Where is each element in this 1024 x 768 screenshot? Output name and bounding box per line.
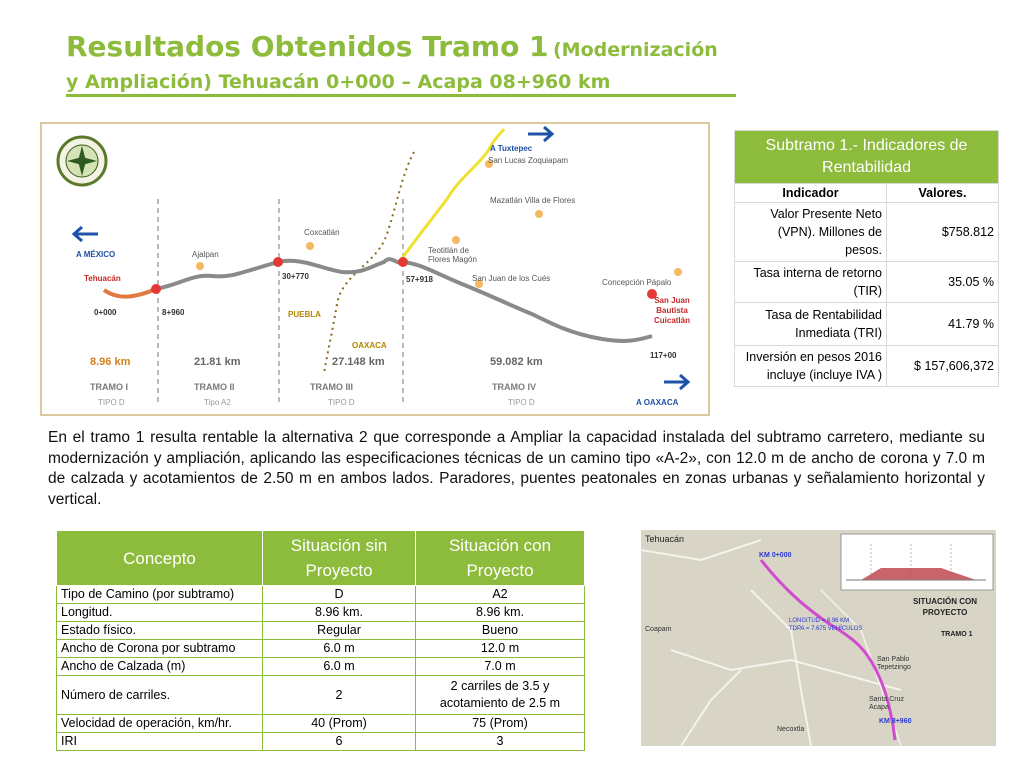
- route-map-drawing: [42, 124, 708, 414]
- photo-coapam: Coapam: [645, 626, 672, 633]
- town-san-lucas: San Lucas Zoquiapam: [488, 156, 569, 165]
- arrow-right-icon: [664, 375, 688, 389]
- station-label: 0+000: [94, 308, 117, 317]
- table-row: Tasa de Rentabilidad Inmediata (TRI) 41.79 %: [735, 303, 999, 346]
- segment-length: 8.96 km: [90, 356, 131, 368]
- photo-tramo: TRAMO 1: [941, 631, 973, 638]
- town-tehuacan: Tehuacán: [84, 274, 121, 283]
- station-label: 57+918: [406, 275, 433, 284]
- segment-type: TIPO D: [98, 398, 125, 407]
- photo-santa-cruz: Santa Cruz Acapa: [869, 696, 905, 711]
- photo-km-end: KM 8+960: [879, 718, 912, 725]
- to-mexico-label: A MÉXICO: [76, 250, 116, 259]
- photo-san-pablo: San Pablo Tepetzingo: [877, 656, 911, 671]
- station-label: 8+960: [162, 308, 185, 317]
- segment-length: 27.148 km: [332, 356, 385, 368]
- satellite-map-drawing: [641, 530, 996, 746]
- compass-icon: [58, 137, 106, 185]
- town-teotitlan: Teotitlán de Flores Magón: [428, 246, 477, 264]
- segment-name: TRAMO III: [310, 382, 353, 392]
- segment-type: TIPO D: [508, 398, 535, 407]
- rentabilidad-table: [734, 130, 999, 387]
- table-row: Ancho de Calzada (m) 6.0 m 7.0 m: [57, 658, 585, 676]
- photo-situacion: SITUACIÓN CON PROYECTO: [913, 597, 977, 617]
- photo-necoxtla: Necoxtla: [777, 726, 805, 733]
- table-row: Ancho de Corona por subtramo 6.0 m 12.0 m: [57, 640, 585, 658]
- segment-length: 59.082 km: [490, 356, 543, 368]
- table-row: Valor Presente Neto (VPN). Millones de pesos. $758.812: [735, 203, 999, 262]
- column-header: Concepto: [57, 531, 263, 586]
- town-ajalpan: Ajalpan: [192, 250, 219, 259]
- photo-longitud: LONGITUD = 8.96 KM: [789, 618, 850, 624]
- town-concepcion: Concepción Pápalo: [602, 278, 672, 287]
- table-row: Velocidad de operación, km/hr. 40 (Prom) 75 (Prom): [57, 715, 585, 733]
- to-tuxtepec-label: A Tuxtepec: [490, 144, 533, 153]
- photo-km-start: KM 0+000: [759, 552, 792, 559]
- table-row: Inversión en pesos 2016 incluye (incluye IVA ) $ 157,606,372: [735, 346, 999, 387]
- concepto-table: [56, 530, 585, 751]
- column-header: Indicador: [735, 184, 887, 203]
- segment-type: Tipo A2: [204, 398, 231, 407]
- segment-name: TRAMO II: [194, 382, 235, 392]
- segment-name: TRAMO IV: [492, 382, 536, 392]
- segment-name: TRAMO I: [90, 382, 128, 392]
- table-row: Número de carriles. 2 2 carriles de 3.5 y acotamiento de 2.5 m: [57, 676, 585, 715]
- state-oaxaca: OAXACA: [352, 341, 387, 350]
- town-mazatlan: Mazatlán Villa de Flores: [490, 196, 576, 205]
- segment-length: 21.81 km: [194, 356, 241, 368]
- title-underline: [66, 94, 736, 97]
- table-row: Longitud. 8.96 km. 8.96 km.: [57, 604, 585, 622]
- station-label: 117+00: [650, 351, 677, 360]
- description-paragraph: En el tramo 1 resulta rentable la alternativa 2 que corresponde a Ampliar la capacidad instalada del subtramo carretero, mediante su modernización y ampliación, aplicando las especificaciones técnicas de un camino tipo «A-2», con 12.0 m de ancho de corona y 7.0 m de calzada y acotamientos de 2.50 m en ambos lados. Paradores, puentes peatonales en zonas urbanas y señalamiento horizontal y vertical.: [48, 429, 985, 508]
- state-puebla: PUEBLA: [288, 310, 321, 319]
- column-header: Situación sin Proyecto: [263, 531, 416, 586]
- table-row: Tipo de Camino (por subtramo) D A2: [57, 586, 585, 604]
- town-cuicatlan: San Juan Bautista Cuicatlán: [653, 296, 690, 325]
- station-label: 30+770: [282, 272, 309, 281]
- column-header: Valores.: [887, 184, 999, 203]
- arrow-right-icon: [528, 127, 552, 141]
- to-oaxaca-label: A OAXACA: [636, 398, 679, 407]
- town-coxcatlan: Coxcatlán: [304, 228, 340, 237]
- photo-label-tehuacan: Tehuacán: [645, 534, 685, 544]
- route-map: [40, 122, 710, 416]
- satellite-map: [641, 530, 996, 746]
- table-row: Estado físico. Regular Bueno: [57, 622, 585, 640]
- table-row: IRI 6 3: [57, 733, 585, 751]
- page-title: Resultados Obtenidos Tramo 1 (Modernización y Ampliación) Tehuacán 0+000 – Acapa 08+960 km: [66, 30, 718, 93]
- column-header: Situación con Proyecto: [416, 531, 585, 586]
- arrow-left-icon: [74, 227, 98, 241]
- rentabilidad-header: Subtramo 1.- Indicadores de Rentabilidad: [735, 131, 999, 184]
- table-row: Tasa interna de retorno (TIR) 35.05 %: [735, 262, 999, 303]
- photo-tdpa: TDPA = 7.675 VEHÍCULOS: [789, 626, 863, 632]
- segment-type: TIPO D: [328, 398, 355, 407]
- town-san-juan-cues: San Juan de los Cués: [472, 274, 551, 283]
